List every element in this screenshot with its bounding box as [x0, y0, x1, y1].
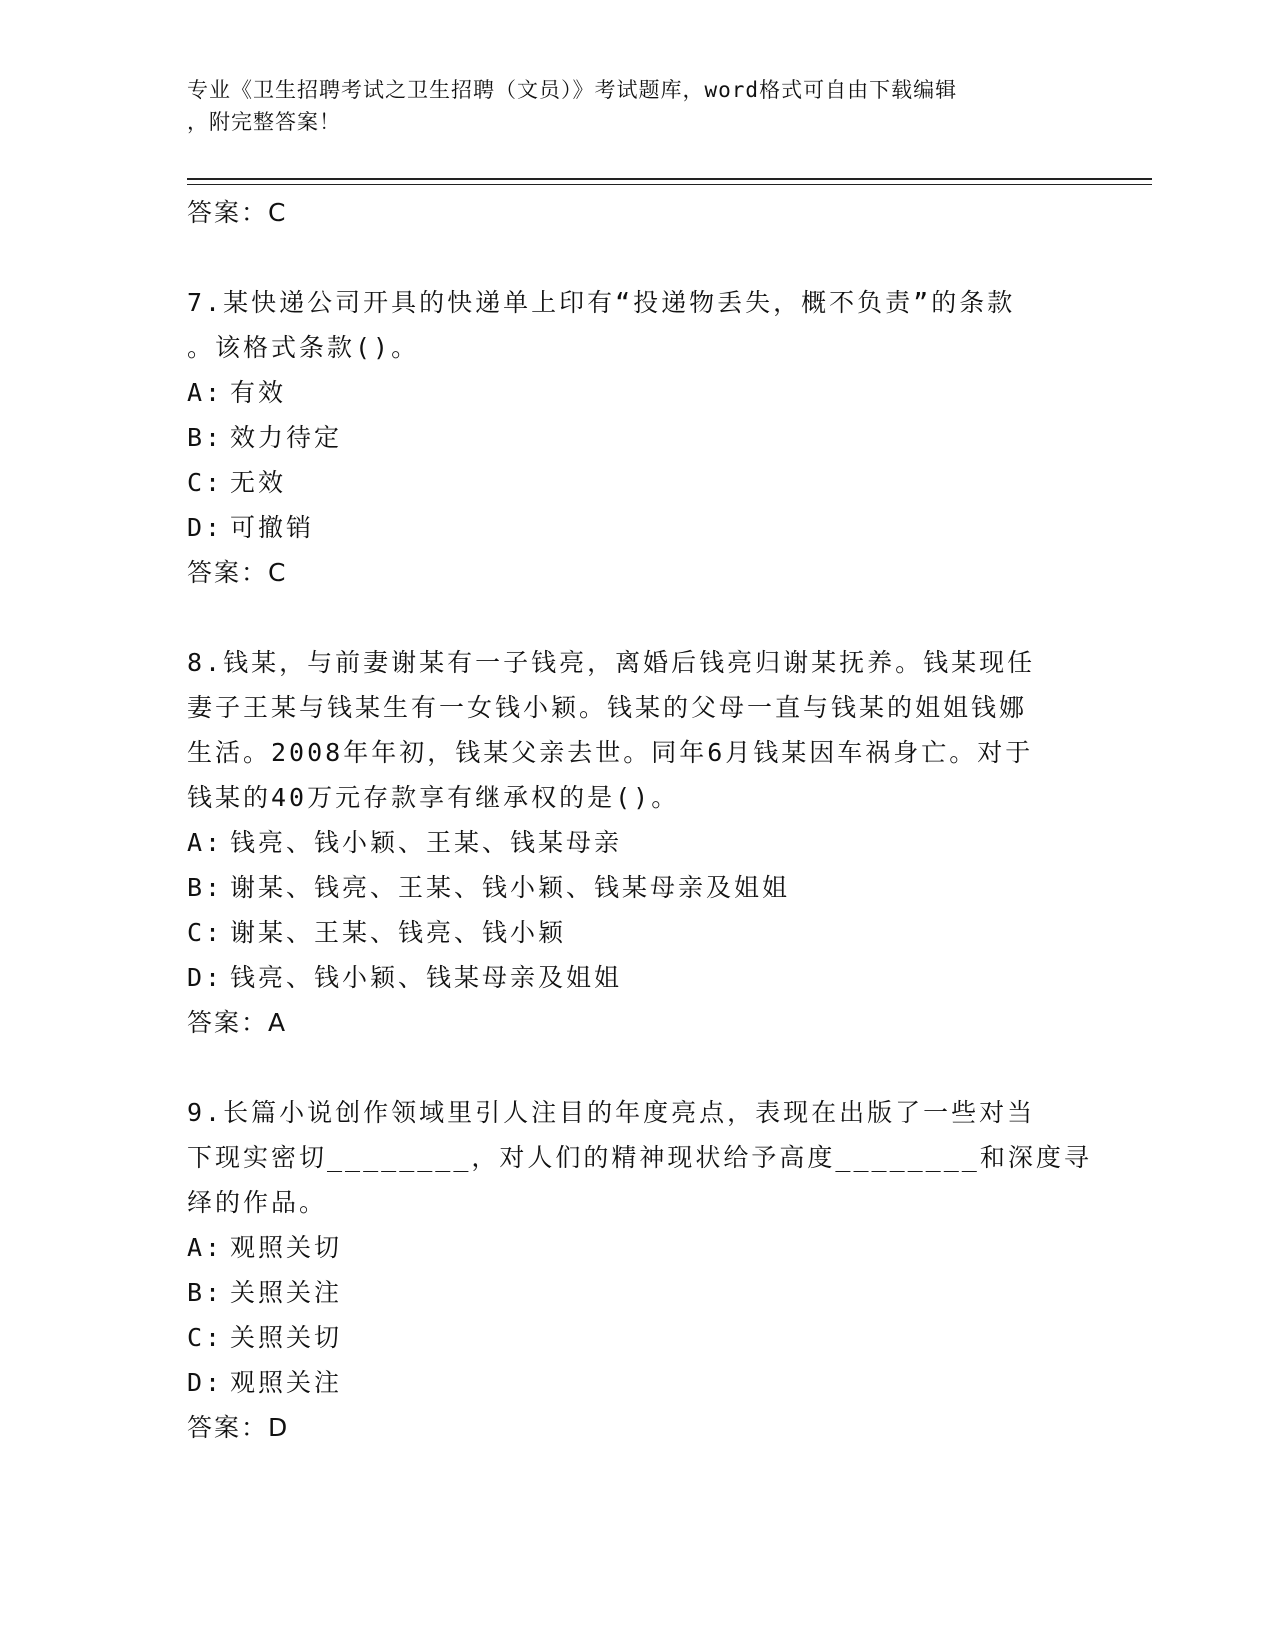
option-text: 效力待定	[230, 423, 343, 452]
answer: 答案：A	[187, 1008, 288, 1037]
stem-line: 钱某的40万元存款享有继承权的是()。	[187, 783, 680, 812]
answer: 答案：C	[187, 558, 288, 587]
option-key: D:	[187, 963, 224, 992]
spacer	[187, 1045, 1067, 1090]
option-text: 观照关注	[230, 1368, 343, 1397]
option-b	[187, 1270, 1067, 1315]
stem-line: 生活。2008年年初，钱某父亲去世。同年6月钱某因车祸身亡。对于	[187, 738, 1034, 767]
option-key: C:	[187, 1323, 224, 1352]
header-divider	[187, 178, 1152, 185]
option-d	[187, 1360, 1067, 1405]
option-c	[187, 1315, 1067, 1360]
previous-answer: 答案：C	[187, 198, 288, 227]
option-key: B:	[187, 1278, 224, 1307]
question-stem	[187, 640, 1067, 820]
spacer	[187, 235, 1067, 280]
option-text: 有效	[230, 378, 287, 407]
page-header	[187, 74, 1067, 138]
question-list	[187, 190, 1092, 1450]
option-text: 谢某、王某、钱亮、钱小颖	[230, 918, 567, 947]
option-text: 无效	[230, 468, 287, 497]
option-a	[187, 820, 1067, 865]
stem-line: 下现实密切________，对人们的精神现状给予高度________和深度寻	[187, 1143, 1092, 1172]
option-text: 关照关注	[230, 1278, 343, 1307]
option-key: A:	[187, 828, 224, 857]
option-c	[187, 460, 1067, 505]
answer: 答案：D	[187, 1413, 290, 1442]
question-stem	[187, 1090, 1092, 1225]
header-line-2: ，附完整答案！	[187, 110, 341, 134]
option-d	[187, 505, 1067, 550]
question-7	[187, 280, 1067, 595]
option-text: 谢某、钱亮、王某、钱小颖、钱某母亲及姐姐	[230, 873, 791, 902]
option-c	[187, 910, 1067, 955]
option-key: B:	[187, 873, 224, 902]
option-key: B:	[187, 423, 224, 452]
option-d	[187, 955, 1067, 1000]
option-key: C:	[187, 468, 224, 497]
stem-line: 9.长篇小说创作领域里引人注目的年度亮点，表现在出版了一些对当	[187, 1098, 1036, 1127]
option-key: D:	[187, 513, 224, 542]
option-text: 关照关切	[230, 1323, 343, 1352]
option-b	[187, 415, 1067, 460]
header-line-1: 专业《卫生招聘考试之卫生招聘（文员）》考试题库，word格式可自由下载编辑	[187, 78, 958, 102]
option-key: C:	[187, 918, 224, 947]
stem-line: 妻子王某与钱某生有一女钱小颖。钱某的父母一直与钱某的姐姐钱娜	[187, 693, 1028, 722]
question-8	[187, 640, 1067, 1045]
option-text: 钱亮、钱小颖、钱某母亲及姐姐	[230, 963, 623, 992]
option-text: 可撤销	[230, 513, 315, 542]
option-key: A:	[187, 1233, 224, 1262]
option-text: 钱亮、钱小颖、王某、钱某母亲	[230, 828, 623, 857]
spacer	[187, 595, 1067, 640]
stem-line: 。该格式条款()。	[187, 333, 420, 362]
question-9	[187, 1090, 1092, 1450]
question-stem	[187, 280, 1067, 370]
option-a	[187, 370, 1067, 415]
stem-line: 8.钱某，与前妻谢某有一子钱亮，离婚后钱亮归谢某抚养。钱某现任	[187, 648, 1036, 677]
option-text: 观照关切	[230, 1233, 343, 1262]
stem-line: 绎的作品。	[187, 1188, 328, 1217]
option-key: D:	[187, 1368, 224, 1397]
option-key: A:	[187, 378, 224, 407]
option-b	[187, 865, 1067, 910]
stem-line: 7.某快递公司开具的快递单上印有“投递物丢失，概不负责”的条款	[187, 288, 1016, 317]
option-a	[187, 1225, 1067, 1270]
